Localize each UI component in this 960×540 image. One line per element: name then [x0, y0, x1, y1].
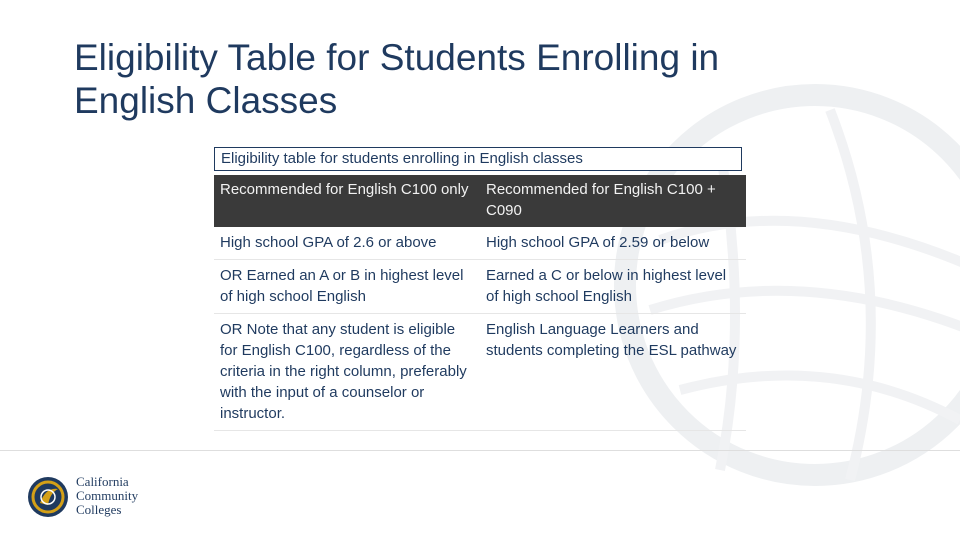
eligibility-table	[214, 175, 746, 431]
ccc-logo	[26, 471, 176, 527]
table-cell: OR Note that any student is eligible for English C100, regardless of the criteria in the right column, preferably with the input of a counselor or instructor.	[214, 314, 480, 431]
table-caption: Eligibility table for students enrolling in English classes	[214, 147, 742, 171]
table-header-row	[214, 175, 746, 227]
table-row	[214, 227, 746, 260]
header-c100-only: Recommended for English C100 only	[214, 175, 480, 227]
table-cell: High school GPA of 2.6 or above	[214, 227, 480, 260]
table-cell: OR Earned an A or B in highest level of high school English	[214, 260, 480, 314]
ccc-seal-icon	[26, 475, 70, 519]
header-c100-c090: Recommended for English C100 + C090	[480, 175, 746, 227]
logo-line: Colleges	[76, 502, 122, 517]
table-row	[214, 314, 746, 431]
logo-line: California	[76, 474, 129, 489]
footer-divider	[0, 450, 960, 451]
table-cell: Earned a C or below in highest level of high school English	[480, 260, 746, 314]
table-cell: High school GPA of 2.59 or below	[480, 227, 746, 260]
table-cell: English Language Learners and students completing the ESL pathway	[480, 314, 746, 431]
logo-line: Community	[76, 488, 139, 503]
slide-title: Eligibility Table for Students Enrolling in English Classes	[74, 37, 720, 121]
logo-wordmark	[76, 475, 138, 517]
table-row	[214, 260, 746, 314]
